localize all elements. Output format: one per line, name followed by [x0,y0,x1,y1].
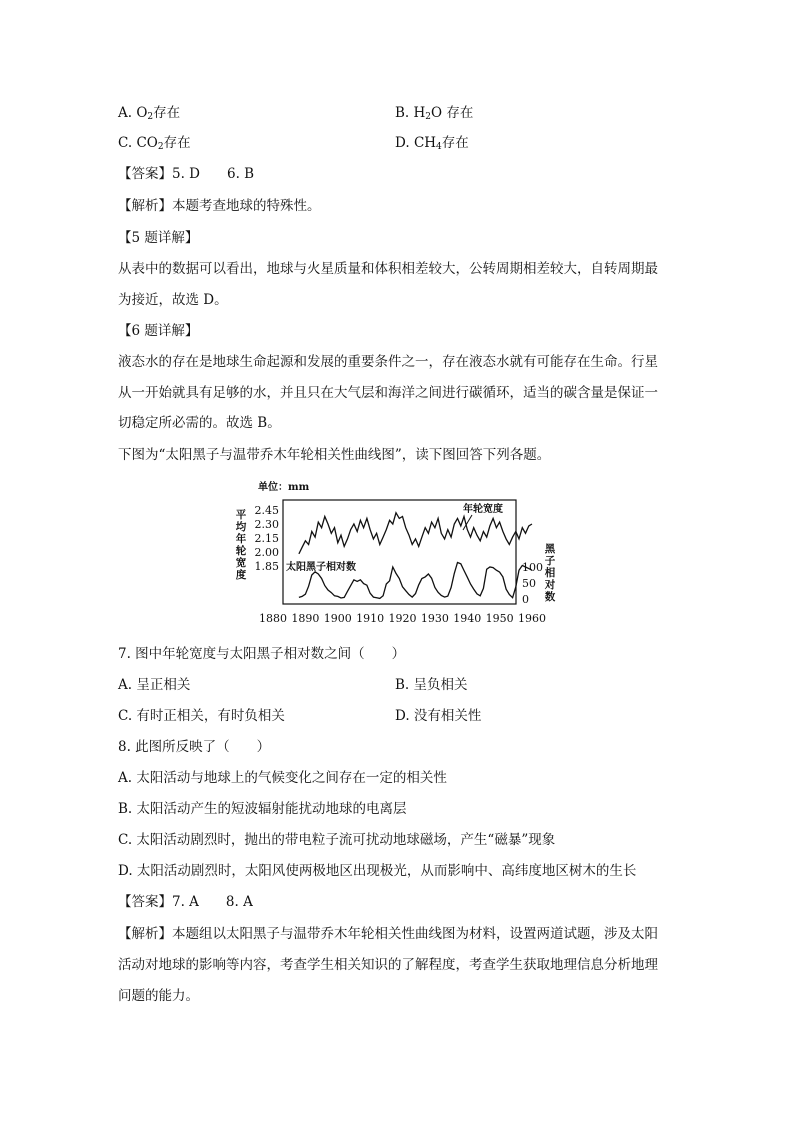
analysis-7-8-line: 问题的能力。 [118,988,199,1004]
y-left-tick-label: 2.15 [254,532,279,545]
y-left-tick-label: 1.85 [254,560,279,573]
y-right-label-char: 数 [544,591,556,603]
q8-stem: 8. 此图所反映了（ ） [118,739,271,755]
y-left-label-char: 年 [235,533,247,545]
analysis-7-8: 【解析】本题组以太阳黑子与温带乔木年轮相关性曲线图为材料，设置两道试题，涉及太阳 [118,926,658,942]
chart-unit-label: 单位：mm [258,482,310,493]
y-left-ticks [255,504,280,573]
analysis-7-8-line: 活动对地球的影响等内容，考查学生相关知识的了解程度，考查学生获取地理信息分析地理 [118,957,658,973]
x-axis-ticks [259,612,546,625]
q7-option-b: B. 呈负相关 [395,677,468,693]
y-left-label-char: 平 [235,509,247,521]
x-tick-label: 1920 [388,612,417,625]
detail-6-heading: 【6 题详解】 [118,323,199,339]
y-left-label-char: 宽 [235,557,247,569]
y-left-label-char: 度 [235,569,247,581]
q8-option-a: A. 太阳活动与地球上的气候变化之间存在一定的相关性 [118,770,447,786]
x-tick-label: 1930 [420,612,449,625]
x-tick-label: 1900 [323,612,352,625]
y-left-label-char: 轮 [235,545,247,557]
detail-6-line: 液态水的存在是地球生命起源和发展的重要条件之一，存在液态水就有可能存在生命。行星 [118,354,658,370]
y-left-axis-label [236,508,247,581]
q6-option-d: D. $CH_4$存在 [395,135,469,152]
sunspot-tree-ring-chart [232,478,554,628]
detail-6-line: 从一开始就具有足够的水，并且只在大气层和海洋之间进行碳循环，适当的碳含量是保证一 [118,385,658,401]
detail-5-line: 从表中的数据可以看出，地球与火星质量和体积相差较大，公转周期相差较大，自转周期最 [118,261,658,277]
x-tick-label: 1940 [453,612,482,625]
tree-ring-width-line [299,513,532,554]
x-tick-label: 1880 [259,612,287,625]
q7-stem: 7. 图中年轮宽度与太阳黑子相对数之间（ ） [118,646,406,662]
detail-5-heading: 【5 题详解】 [118,230,199,246]
answer-5-6: 【答案】5. D 6. B [118,166,255,182]
x-tick-label: 1950 [485,612,514,625]
q7-option-a: A. 呈正相关 [118,677,191,693]
q7-option-c: C. 有时正相关，有时负相关 [118,708,285,724]
y-right-label-char: 子 [544,555,556,567]
y-left-label-char: 均 [235,521,247,533]
detail-5-line: 为接近，故选 D。 [118,292,228,308]
analysis-5-6: 【解析】本题考查地球的特殊性。 [118,198,321,214]
y-right-tick-label: 50 [522,577,536,590]
y-left-tick-label: 2.45 [254,504,279,517]
x-tick-label: 1910 [356,612,385,625]
y-left-tick-label: 2.30 [254,518,279,531]
y-right-tick-label: 100 [522,561,543,574]
y-right-label-char: 对 [544,579,556,591]
q8-option-c: C. 太阳活动剧烈时，抛出的带电粒子流可扰动地球磁场，产生“磁暴”现象 [118,832,556,848]
plot-frame [283,500,516,604]
q6-option-c: C. $CO_2$存在 [118,135,191,152]
x-tick-label: 1960 [518,612,546,625]
detail-6-line: 切稳定所必需的。故选 B。 [118,415,281,431]
q8-option-b: B. 太阳活动产生的短波辐射能扰动地球的电离层 [118,801,407,817]
q6-option-a: A. $O_2$存在 [118,105,181,122]
q6-option-b: B. $H_2O$ 存在 [395,105,474,122]
tree-ring-series-label: 年轮宽度 [463,504,503,515]
chart-intro: 下图为“太阳黑子与温带乔木年轮相关性曲线图”，读下图回答下列各题。 [118,447,551,463]
y-right-ticks [522,561,543,606]
y-right-axis-label [544,542,556,603]
y-right-tick-label: 0 [522,593,529,606]
y-left-tick-label: 2.00 [254,546,279,559]
y-right-label-char: 相 [544,567,556,579]
x-tick-label: 1890 [291,612,320,625]
y-right-label-char: 黑 [544,543,556,555]
q8-option-d: D. 太阳活动剧烈时，太阳风使两极地区出现极光，从而影响中、高纬度地区树木的生长 [118,863,637,879]
q7-option-d: D. 没有相关性 [395,708,482,724]
sunspot-series-label: 太阳黑子相对数 [286,562,356,573]
answer-7-8: 【答案】7. A 8. A [118,894,253,910]
